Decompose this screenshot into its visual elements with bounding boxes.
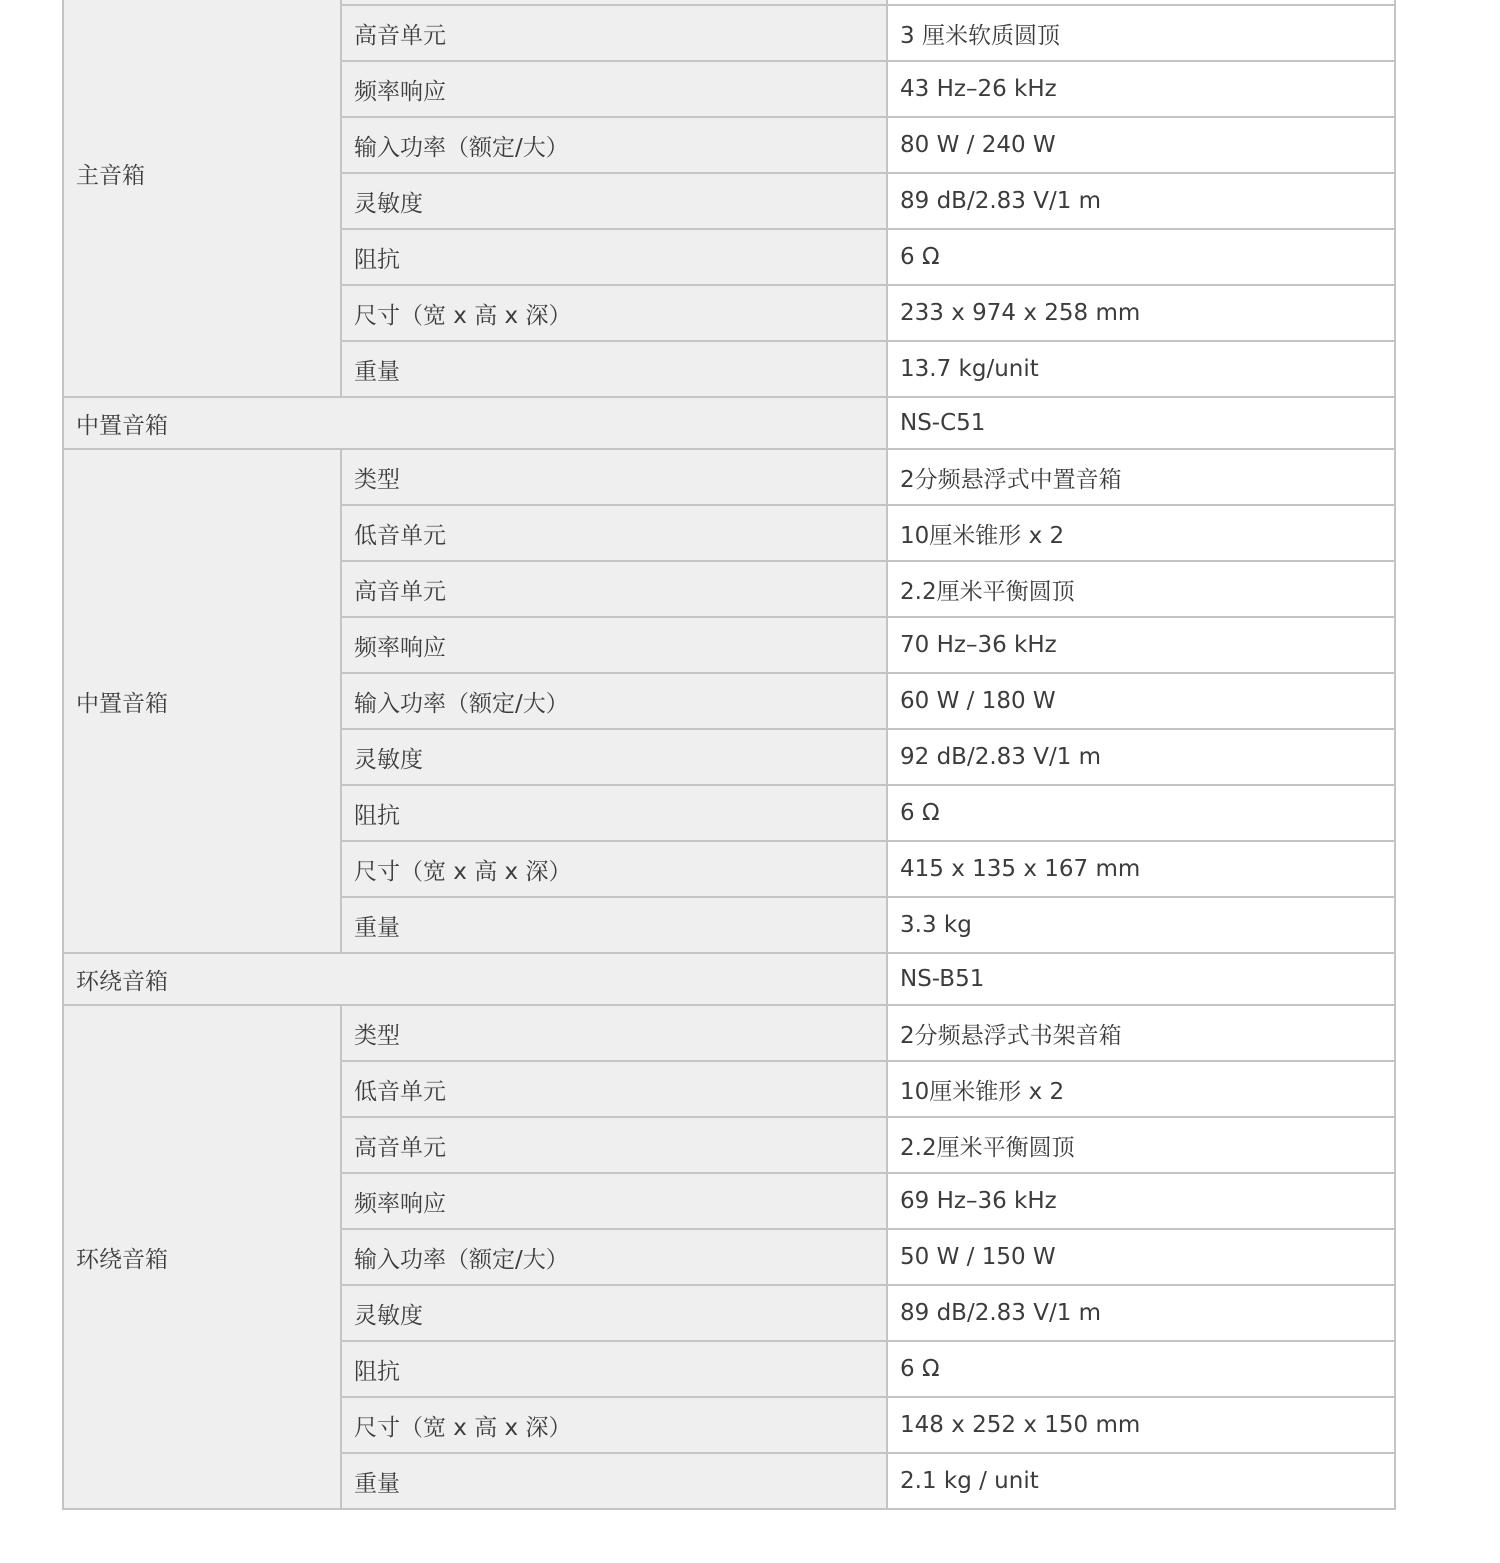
spec-label: 灵敏度	[341, 173, 887, 229]
spec-label: 类型	[341, 1005, 887, 1061]
spec-row	[63, 449, 1395, 505]
spec-label: 灵敏度	[341, 729, 887, 785]
spec-value: 89 dB/2.83 V/1 m	[887, 1285, 1395, 1341]
section-header-center-speaker: 中置音箱	[63, 397, 887, 449]
spec-label: 尺寸（宽 x 高 x 深）	[341, 285, 887, 341]
spec-value: 89 dB/2.83 V/1 m	[887, 173, 1395, 229]
spec-value: 233 x 974 x 258 mm	[887, 285, 1395, 341]
spec-value: 2.2厘米平衡圆顶	[887, 561, 1395, 617]
spec-value: 80 W / 240 W	[887, 117, 1395, 173]
spec-value: 50 W / 150 W	[887, 1229, 1395, 1285]
spec-value: 43 Hz–26 kHz	[887, 61, 1395, 117]
spec-label: 类型	[341, 449, 887, 505]
spec-label: 高音单元	[341, 561, 887, 617]
spec-label: 重量	[341, 897, 887, 953]
spec-value: 6 Ω	[887, 1341, 1395, 1397]
spec-value: 70 Hz–36 kHz	[887, 617, 1395, 673]
spec-label: 尺寸（宽 x 高 x 深）	[341, 1397, 887, 1453]
spec-label: 高音单元	[341, 1117, 887, 1173]
section-header-surround-speaker: 环绕音箱	[63, 953, 887, 1005]
spec-label: 尺寸（宽 x 高 x 深）	[341, 841, 887, 897]
spec-label: 输入功率（额定/大）	[341, 1229, 887, 1285]
group-label-surround-speaker: 环绕音箱	[63, 1005, 341, 1509]
spec-label: 低音单元	[341, 505, 887, 561]
spec-value: 13.7 kg/unit	[887, 341, 1395, 397]
spec-value: 69 Hz–36 kHz	[887, 1173, 1395, 1229]
section-header-row	[63, 953, 1395, 1005]
model-name-surround: NS-B51	[887, 953, 1395, 1005]
spec-value: 6 Ω	[887, 785, 1395, 841]
spec-label: 重量	[341, 1453, 887, 1509]
spec-label: 阻抗	[341, 229, 887, 285]
spec-value: 2.2厘米平衡圆顶	[887, 1117, 1395, 1173]
spec-value: 10厘米锥形 x 2	[887, 505, 1395, 561]
spec-label: 重量	[341, 341, 887, 397]
spec-label: 灵敏度	[341, 1285, 887, 1341]
spec-value: 415 x 135 x 167 mm	[887, 841, 1395, 897]
spec-value: 148 x 252 x 150 mm	[887, 1397, 1395, 1453]
spec-value: 3 厘米软质圆顶	[887, 5, 1395, 61]
spec-value: 6 Ω	[887, 229, 1395, 285]
spec-label: 阻抗	[341, 1341, 887, 1397]
spec-row	[63, 1005, 1395, 1061]
spec-label: 阻抗	[341, 785, 887, 841]
spec-value: 3.3 kg	[887, 897, 1395, 953]
section-header-row	[63, 397, 1395, 449]
spec-label: 频率响应	[341, 1173, 887, 1229]
spec-value: 2分频悬浮式书架音箱	[887, 1005, 1395, 1061]
group-label-center-speaker: 中置音箱	[63, 449, 341, 953]
spec-label: 频率响应	[341, 617, 887, 673]
speaker-spec-table	[62, 0, 1396, 1510]
spec-value: 2分频悬浮式中置音箱	[887, 449, 1395, 505]
spec-label: 频率响应	[341, 61, 887, 117]
spec-value: 2.1 kg / unit	[887, 1453, 1395, 1509]
spec-label: 低音单元	[341, 1061, 887, 1117]
spec-value: 92 dB/2.83 V/1 m	[887, 729, 1395, 785]
spec-label: 输入功率（额定/大）	[341, 117, 887, 173]
spec-label: 输入功率（额定/大）	[341, 673, 887, 729]
model-name-center: NS-C51	[887, 397, 1395, 449]
spec-value: 60 W / 180 W	[887, 673, 1395, 729]
group-label-main-speaker: 主音箱	[63, 0, 341, 397]
spec-value: 10厘米锥形 x 2	[887, 1061, 1395, 1117]
spec-label: 高音单元	[341, 5, 887, 61]
